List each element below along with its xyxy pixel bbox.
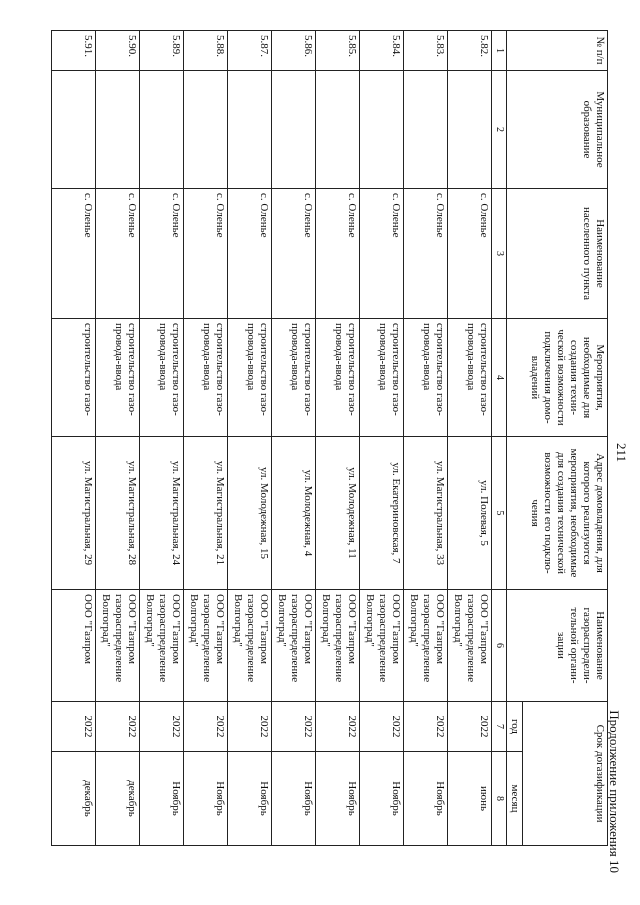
row-settlement: с. Оленье bbox=[184, 189, 228, 319]
row-organization: ООО "Газпром газораспределение Волгоград" bbox=[96, 590, 140, 702]
row-municipality bbox=[52, 71, 96, 189]
row-month: Ноябрь bbox=[360, 752, 404, 846]
row-municipality bbox=[184, 71, 228, 189]
col-number: 1 bbox=[492, 31, 507, 71]
row-number: 5.88. bbox=[184, 31, 228, 71]
row-measure: строительство газо- провода-ввода bbox=[448, 319, 492, 437]
row-address: ул. Магистральная, 21 bbox=[184, 437, 228, 590]
row-measure: строительство газо- провода-ввода bbox=[228, 319, 272, 437]
row-measure: строительство газо- провода-ввода bbox=[316, 319, 360, 437]
table-row bbox=[184, 31, 228, 846]
row-settlement: с. Оленье bbox=[360, 189, 404, 319]
row-measure: строительство газо- провода-ввода bbox=[272, 319, 316, 437]
row-measure: строительство газо- провода-ввода bbox=[140, 319, 184, 437]
header-year: год bbox=[507, 702, 523, 752]
row-organization: ООО "Газпром газораспределение Волгоград" bbox=[360, 590, 404, 702]
row-year: 2022 bbox=[228, 702, 272, 752]
table-row bbox=[404, 31, 448, 846]
row-number: 5.85. bbox=[316, 31, 360, 71]
header-address: Адрес домовладения, для которого реализуются мероприятия, необходимые для создания технической возможности его подклю- чения bbox=[507, 437, 608, 590]
row-number: 5.89. bbox=[140, 31, 184, 71]
row-address: ул. Магистральная, 24 bbox=[140, 437, 184, 590]
col-number: 4 bbox=[492, 319, 507, 437]
header-row bbox=[523, 31, 608, 846]
table-row bbox=[448, 31, 492, 846]
row-month: Ноябрь bbox=[272, 752, 316, 846]
row-year: 2022 bbox=[96, 702, 140, 752]
table-row bbox=[140, 31, 184, 846]
row-number: 5.91. bbox=[52, 31, 96, 71]
col-number: 2 bbox=[492, 71, 507, 189]
row-month: Ноябрь bbox=[228, 752, 272, 846]
row-year: 2022 bbox=[360, 702, 404, 752]
row-number: 5.83. bbox=[404, 31, 448, 71]
row-address: ул. Магистральная, 29 bbox=[52, 437, 96, 590]
header-num: № п/п bbox=[507, 31, 608, 71]
column-number-row bbox=[492, 31, 507, 846]
row-settlement: с. Оленье bbox=[448, 189, 492, 319]
table-row bbox=[272, 31, 316, 846]
row-settlement: с. Оленье bbox=[228, 189, 272, 319]
page-number: 211 bbox=[614, 442, 629, 463]
row-address: ул. Молодежная, 11 bbox=[316, 437, 360, 590]
row-organization: ООО "Газпром газораспределение Волгоград" bbox=[448, 590, 492, 702]
header-municipality: Муниципальное образование bbox=[507, 71, 608, 189]
row-month: декабрь bbox=[96, 752, 140, 846]
row-municipality bbox=[272, 71, 316, 189]
table-row bbox=[228, 31, 272, 846]
row-address: ул. Молодежная, 15 bbox=[228, 437, 272, 590]
row-measure: строительство газо- провода-ввода bbox=[404, 319, 448, 437]
col-number: 8 bbox=[492, 752, 507, 846]
header-organization: Наименование газораспредели- тельной органи- зации bbox=[507, 590, 608, 702]
row-year: 2022 bbox=[448, 702, 492, 752]
row-month: Ноябрь bbox=[316, 752, 360, 846]
row-municipality bbox=[96, 71, 140, 189]
row-number: 5.84. bbox=[360, 31, 404, 71]
row-organization: ООО "Газпром газораспределение Волгоград" bbox=[404, 590, 448, 702]
row-address: ул. Екатериновская, 7 bbox=[360, 437, 404, 590]
row-number: 5.90. bbox=[96, 31, 140, 71]
row-municipality bbox=[448, 71, 492, 189]
row-year: 2022 bbox=[404, 702, 448, 752]
row-number: 5.82. bbox=[448, 31, 492, 71]
row-month: Ноябрь bbox=[140, 752, 184, 846]
table-row bbox=[52, 31, 96, 846]
row-year: 2022 bbox=[272, 702, 316, 752]
row-organization: ООО "Газпром bbox=[52, 590, 96, 702]
table-row bbox=[316, 31, 360, 846]
row-year: 2022 bbox=[316, 702, 360, 752]
row-measure: строительство газо- провода-ввода bbox=[184, 319, 228, 437]
row-settlement: с. Оленье bbox=[140, 189, 184, 319]
col-number: 6 bbox=[492, 590, 507, 702]
row-organization: ООО "Газпром газораспределение Волгоград" bbox=[272, 590, 316, 702]
table-row bbox=[360, 31, 404, 846]
table-body bbox=[52, 31, 492, 846]
table-row bbox=[96, 31, 140, 846]
row-municipality bbox=[404, 71, 448, 189]
row-measure: строительство газо- провода-ввода bbox=[360, 319, 404, 437]
row-municipality bbox=[228, 71, 272, 189]
row-settlement: с. Оленье bbox=[404, 189, 448, 319]
row-settlement: с. Оленье bbox=[52, 189, 96, 319]
row-settlement: с. Оленье bbox=[316, 189, 360, 319]
header-measures: Мероприятия, необходимые для создания техни- ческой возможности подключения домо- владений bbox=[507, 319, 608, 437]
col-number: 7 bbox=[492, 702, 507, 752]
row-month: декабрь bbox=[52, 752, 96, 846]
row-measure: строительство газо- провода-ввода bbox=[96, 319, 140, 437]
appendix-continuation: Продолжение приложения 10 bbox=[607, 710, 622, 873]
row-number: 5.86. bbox=[272, 31, 316, 71]
row-organization: ООО "Газпром газораспределение Волгоград" bbox=[184, 590, 228, 702]
gasification-table bbox=[51, 30, 608, 846]
row-measure: строительство газо- bbox=[52, 319, 96, 437]
row-settlement: с. Оленье bbox=[96, 189, 140, 319]
row-month: Ноябрь bbox=[404, 752, 448, 846]
row-municipality bbox=[140, 71, 184, 189]
row-municipality bbox=[316, 71, 360, 189]
header-deadline: Срок догазификации bbox=[523, 702, 608, 846]
row-year: 2022 bbox=[140, 702, 184, 752]
col-number: 3 bbox=[492, 189, 507, 319]
row-address: ул. Молодежная, 4 bbox=[272, 437, 316, 590]
row-month: Ноябрь bbox=[184, 752, 228, 846]
row-year: 2022 bbox=[52, 702, 96, 752]
row-number: 5.87. bbox=[228, 31, 272, 71]
row-organization: ООО "Газпром газораспределение Волгоград" bbox=[316, 590, 360, 702]
row-year: 2022 bbox=[184, 702, 228, 752]
row-settlement: с. Оленье bbox=[272, 189, 316, 319]
row-address: ул. Полевая, 5 bbox=[448, 437, 492, 590]
row-address: ул. Магистральная, 28 bbox=[96, 437, 140, 590]
header-settlement: Наименование населенного пункта bbox=[507, 189, 608, 319]
col-number: 5 bbox=[492, 437, 507, 590]
row-organization: ООО "Газпром газораспределение Волгоград" bbox=[228, 590, 272, 702]
row-municipality bbox=[360, 71, 404, 189]
row-month: июнь bbox=[448, 752, 492, 846]
header-month: месяц bbox=[507, 752, 523, 846]
row-organization: ООО "Газпром газораспределение Волгоград" bbox=[140, 590, 184, 702]
row-address: ул. Магистральная, 33 bbox=[404, 437, 448, 590]
